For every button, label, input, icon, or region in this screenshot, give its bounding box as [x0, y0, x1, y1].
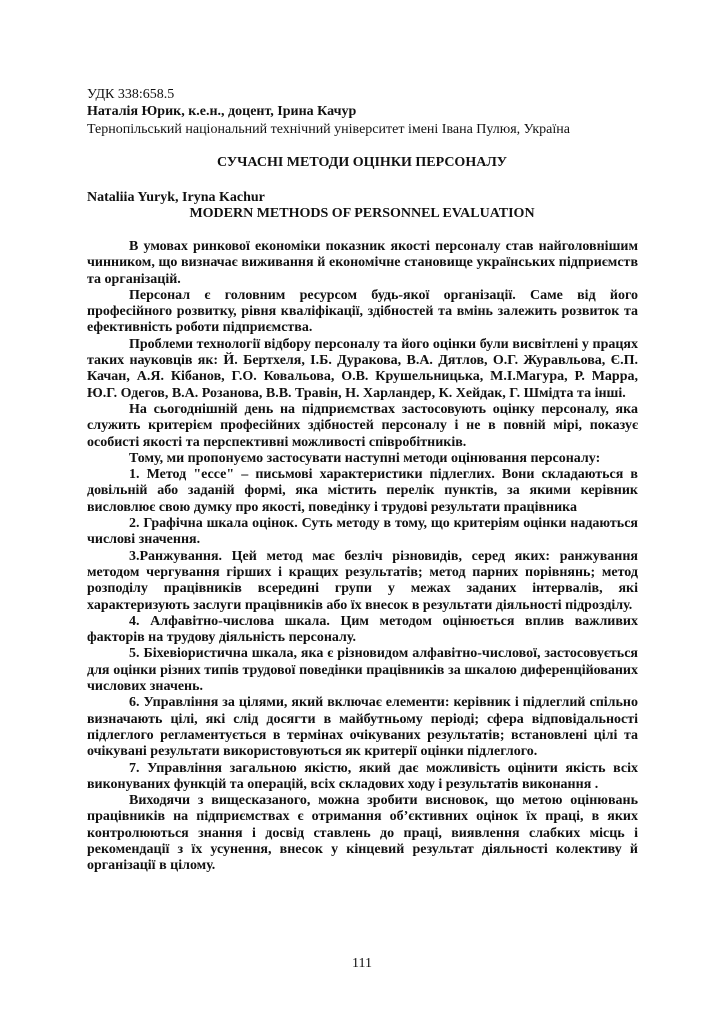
authors-english: Nataliia Yuryk, Iryna Kachur	[87, 190, 265, 205]
authors-ukrainian: Наталія Юрик, к.е.н., доцент, Ірина Качур	[87, 104, 357, 119]
paragraph: 6. Управління за цілями, який включає елементи: керівник і підлеглий спільно визначають цілі, які слід досягти в майбутньому періоді; сфера відповідальності підлеглого регламентується в термінах очікуваних результатів; встановлені цілі та очікувані результати використовуються як критерії оцінки підлеглого.	[87, 695, 638, 760]
paragraph: Виходячи з вищесказаного, можна зробити висновок, що метою оцінювань працівників на підприємствах є отримання об’єктивних оцінок їх праці, в яких контролюються знання і досвід ставлень до праці, виявлення слабких місць і рекомендації з їх усунення, внесок у кінцевий результат діяльності колективу й організації в цілому.	[87, 793, 638, 874]
paragraph: Тому, ми пропонуємо застосувати наступні методи оцінювання персоналу:	[129, 450, 601, 466]
paragraph: 1. Метод "ессе" – письмові характеристики підлеглих. Вони складаються в довільній або заданій формі, яка містить перелік пунктів, за якими керівник висловлює свою думку про якості, поведінку і трудові результати працівника	[87, 467, 638, 515]
article-body	[87, 239, 638, 875]
paragraph: 3.Ранжування. Цей метод має безліч різновидів, серед яких: ранжування методом чергування гірших і кращих результатів; метод парних порівнянь; метод розподілу працівників всередині групи у межах заданих інтервалів, які характеризують заслуги працівників або їх внесок в результати діяльності підрозділу.	[87, 548, 638, 613]
paragraph: Проблеми технології відбору персоналу та його оцінки були висвітлені у працях таких науковців як: Й. Бертхеля, І.Б. Дуракова, В.А. Дятлов, О.Г. Журавльова, Є.П. Качан, А.Я. Кібанов, Г.О. Ковальова, О.В. Крушельницька, М.І.Магура, Р. Марра, Ю.Г. Одегов, В.А. Розанова, В.В. Травін, Н. Харландер, К. Хейдак, Г. Шмідта та інші.	[87, 336, 638, 401]
paragraph: Персонал є головним ресурсом будь-якої організації. Саме від його професійного розвитку, рівня кваліфікації, здібностей та вмінь залежить розвиток та ефективність роботи підприємства.	[87, 287, 638, 336]
paragraph: В умовах ринкової економіки показник якості персоналу став найголовнішим чинником, що визначає виживання й економічне становище українських підприємств та організацій.	[87, 239, 638, 287]
title-ukrainian: СУЧАСНІ МЕТОДИ ОЦІНКИ ПЕРСОНАЛУ	[216, 155, 508, 170]
paragraph: 4. Алфавітно-числова шкала. Цим методом оцінюється вплив важливих факторів на трудову діяльність персоналу.	[87, 613, 638, 646]
paragraph: На сьогоднішній день на підприємствах застосовують оцінку персоналу, яка служить критерієм професійних здібностей персоналу і не в повній мірі, показує особисті якості та перспективні можливості співробітників.	[87, 401, 638, 450]
paragraph: 2. Графічна шкала оцінок. Суть методу в тому, що критеріям оцінки надаються числові значення.	[87, 516, 638, 548]
page-number: 111	[352, 956, 372, 971]
title-english: MODERN METHODS OF PERSONNEL EVALUATION	[189, 206, 535, 221]
affiliation: Тернопільський національний технічний університет імені Івана Пулюя, Україна	[87, 122, 570, 137]
udc-code: УДК 338:658.5	[87, 87, 175, 102]
paragraph: 7. Управління загальною якістю, який дає можливість оцінити якість всіх виконуваних функцій та операцій, всіх складових ходу і результатів виконання .	[87, 760, 638, 792]
paragraph: 5. Біхевіористична шкала, яка є різновидом алфавітно-числової, застосовується для оцінки різних типів трудової поведінки працівників за шкалою диференційованих числових значень.	[87, 646, 638, 695]
